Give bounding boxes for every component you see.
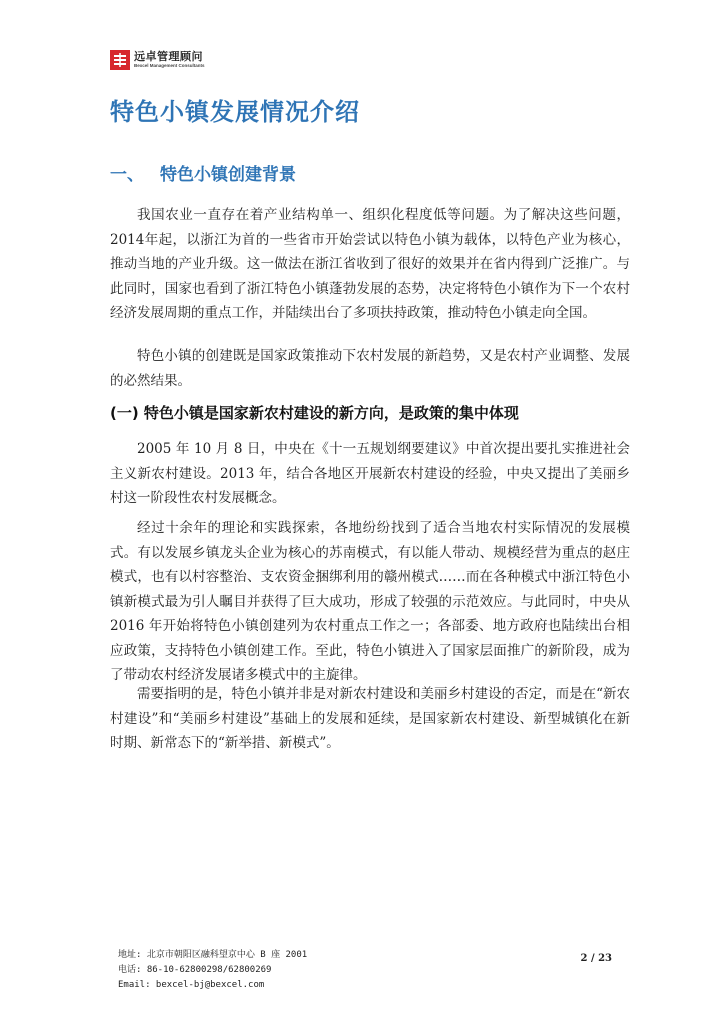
body-paragraph: 我国农业一直存在着产业结构单一、组织化程度低等问题。为了解决这些问题，2014年起，以浙江为首的一些省市开始尝试以特色小镇为载体，以特色产业为核心，推动当地的产业升级。这一做法在浙江省收到了很好的效果并在省内得到广泛推广。与此同时，国家也看到了浙江特色小镇蓬勃发展的态势，决定将特色小镇作为下一个农村经济发展周期的重点工作，并陆续出台了多项扶持政策，推动特色小镇走向全国。 <box>110 207 630 321</box>
section-number: 一、 <box>110 165 144 185</box>
footer-email: Email: bexcel-bj@bexcel.com <box>118 980 265 990</box>
body-paragraph: 经过十余年的理论和实践探索，各地纷纷找到了适合当地农村实际情况的发展模式。有以发展乡镇龙头企业为核心的苏南模式，有以能人带动、规模经营为重点的赵庄模式，也有以村容整治、支农资金捆绑利用的赣州模式……而在各种模式中浙江特色小镇新模式最为引人瞩目并获得了巨大成功，形成了较强的示范效应。与此同时，中央从 2016 年开始将特色小镇创建列为农村重点工作之一；各部委、地方政府也陆续出台相应政策，支持特色小镇创建工作。至此，特色小镇进入了国家层面推广的新阶段，成为了带动农村经济发展诸多模式中的主旋律。 <box>110 520 630 683</box>
body-paragraph: 2005 年 10 月 8 日，中央在《十一五规划纲要建议》中首次提出要扎实推进社会主义新农村建设。2013 年，结合各地区开展新农村建设的经验，中央又提出了美丽乡村这一阶段性农村发展概念。 <box>110 441 630 506</box>
subsection-heading: (一) 特色小镇是国家新农村建设的新方向，是政策的集中体现 <box>110 404 519 422</box>
section-title: 特色小镇创建背景 <box>160 165 296 185</box>
body-paragraph: 特色小镇的创建既是国家政策推动下农村发展的新趋势，又是农村产业调整、发展的必然结果。 <box>110 348 630 389</box>
company-logo <box>110 50 205 70</box>
page-number: 2 / 23 <box>580 953 612 964</box>
logo-text <box>134 51 205 69</box>
section-heading <box>110 160 296 185</box>
page-title: 特色小镇发展情况介绍 <box>110 98 360 126</box>
logo-mark-icon <box>110 50 130 70</box>
logo-text-cn: 远卓管理顾问 <box>134 50 203 63</box>
footer-address: 地址: 北京市朝阳区融科望京中心 B 座 2001 <box>118 950 308 960</box>
logo-text-en: Bexcel Management Consultants <box>134 63 205 68</box>
footer-phone: 电话: 86-10-62800298/62800269 <box>118 965 272 975</box>
footer-contact <box>118 948 307 993</box>
body-paragraph: 需要指明的是，特色小镇并非是对新农村建设和美丽乡村建设的否定，而是在“新农村建设”和“美丽乡村建设”基础上的发展和延续，是国家新农村建设、新型城镇化在新时期、新常态下的“新举措、新模式”。 <box>110 686 630 751</box>
